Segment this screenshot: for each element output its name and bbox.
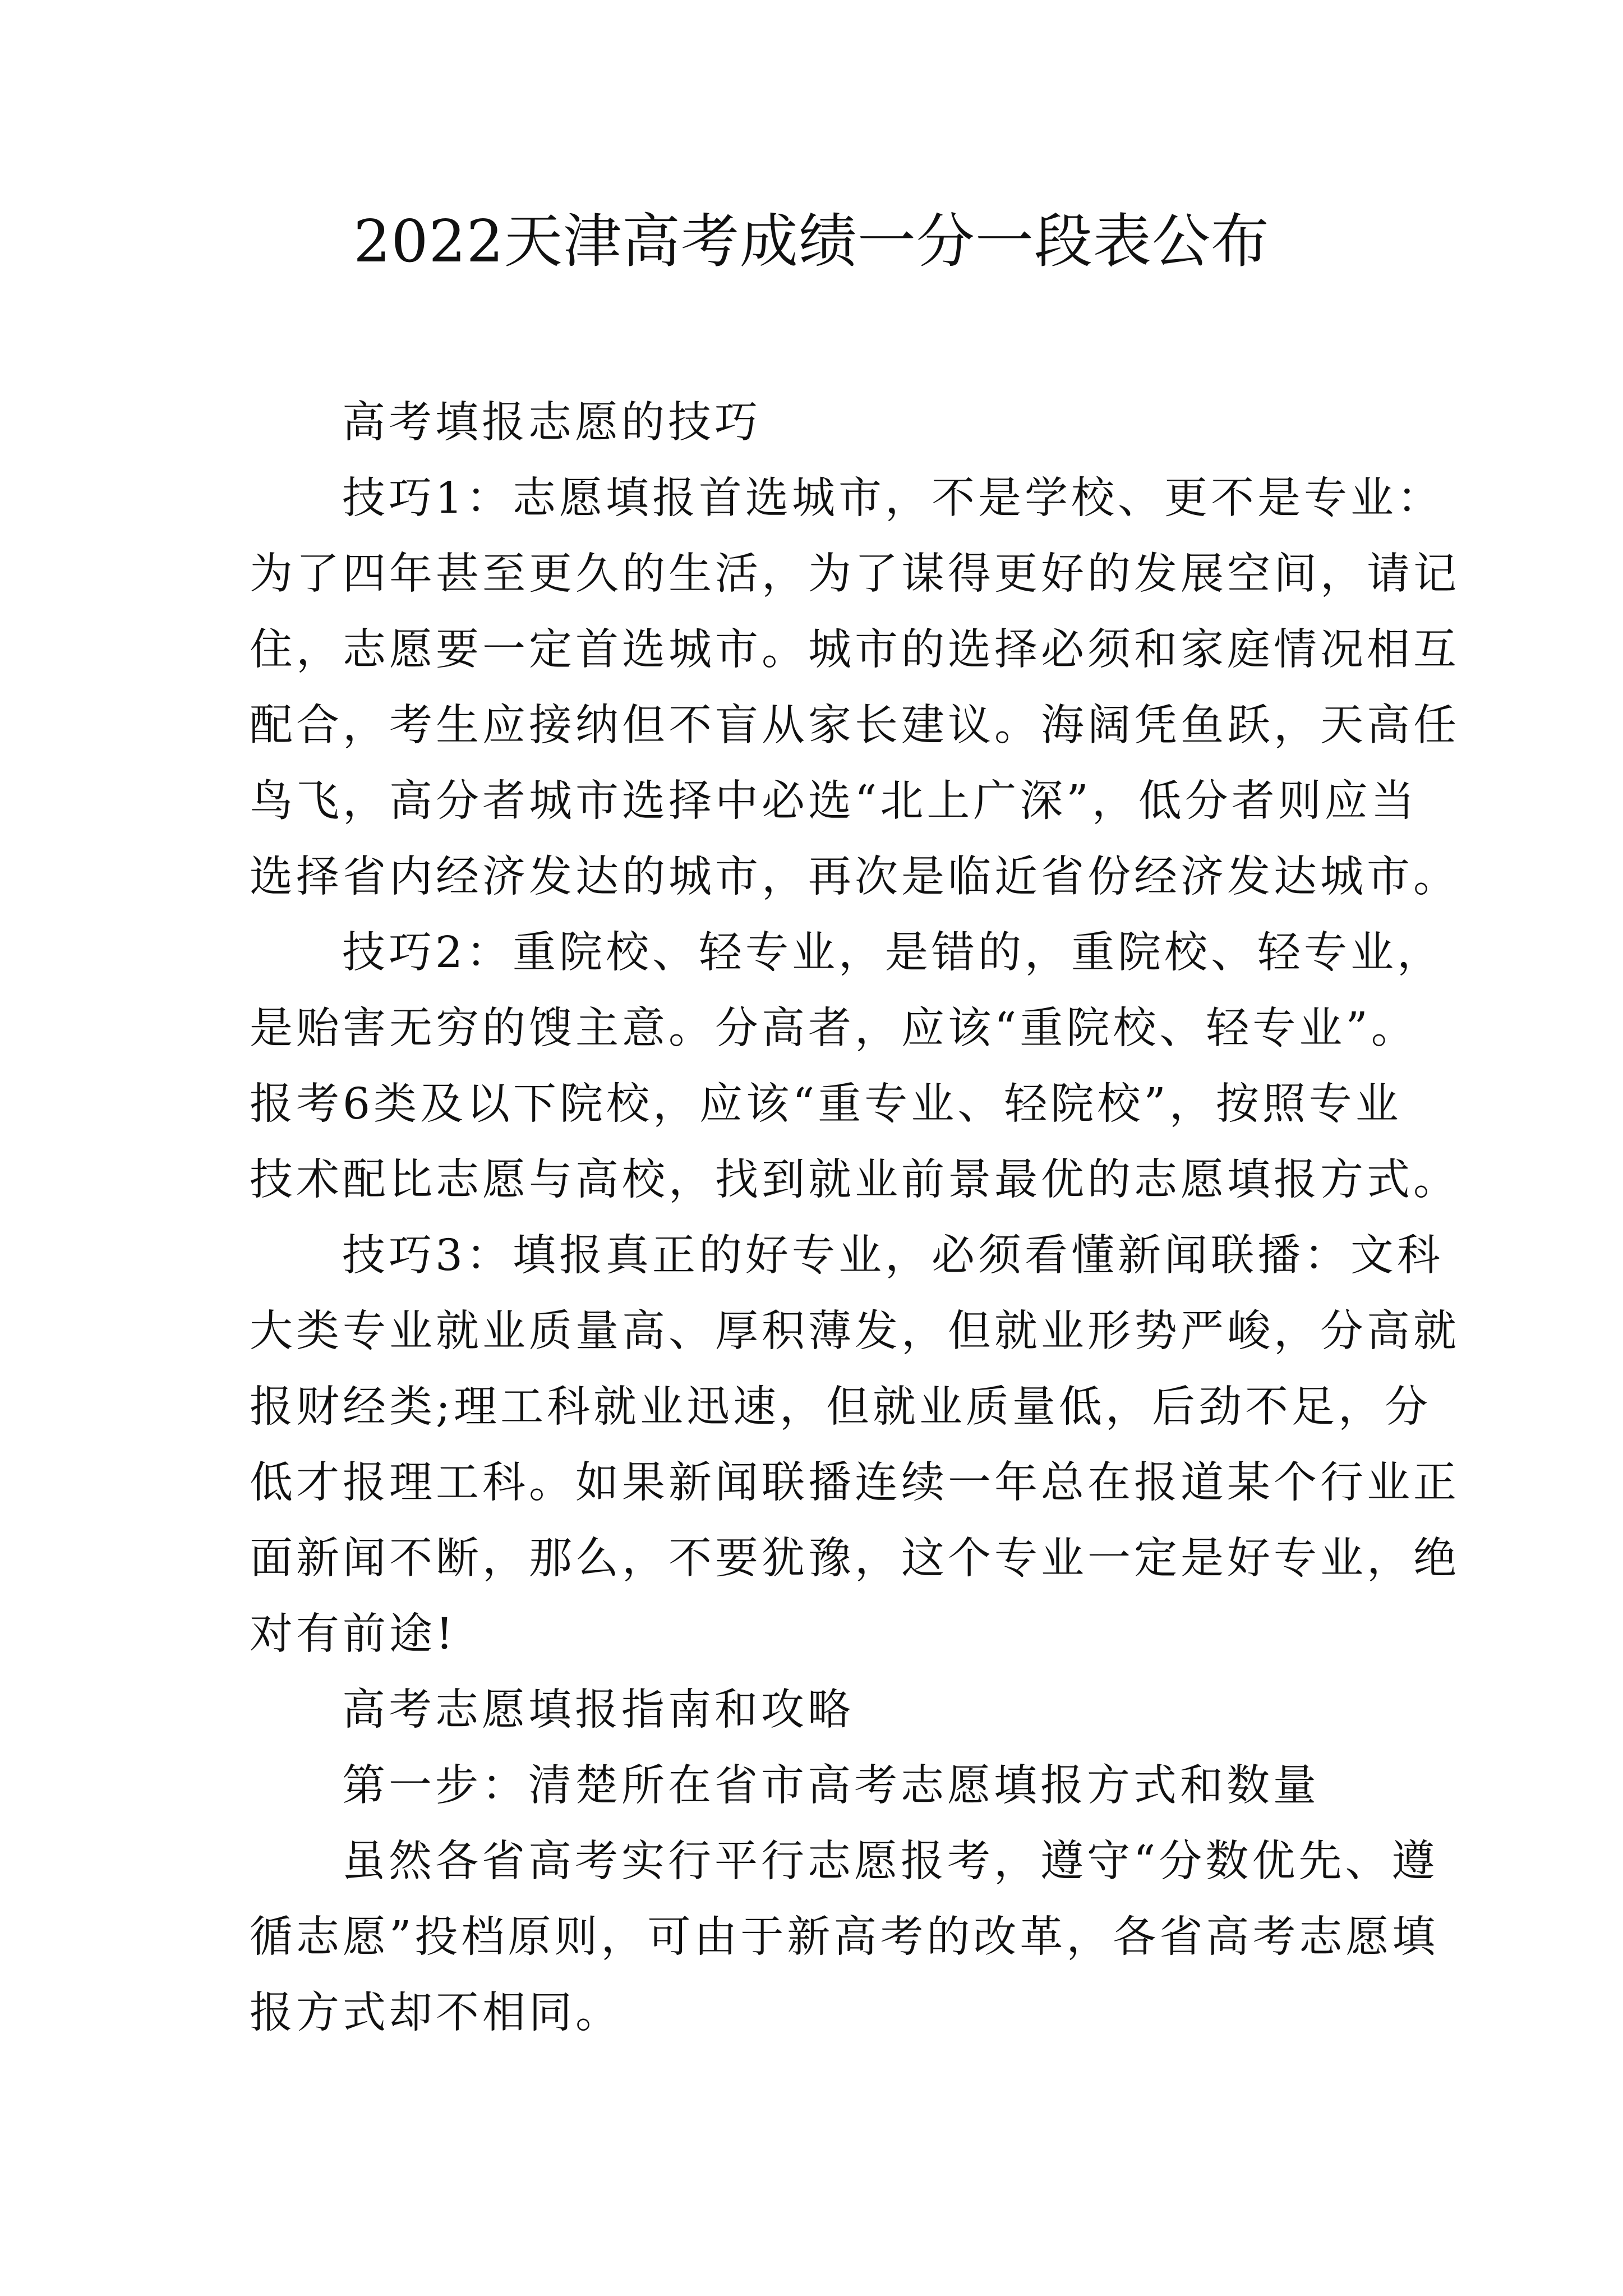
paragraph-line: 第一步：清楚所在省市高考志愿填报方式和数量	[342, 1761, 1320, 1811]
paragraph-line: 技巧1：志愿填报首选城市，不是学校、更不是专业：	[342, 473, 1444, 523]
paragraph-line: 虽然各省高考实行平行志愿报考，遵守“分数优先、遵	[342, 1837, 1438, 1887]
section-heading: 高考填报志愿的技巧	[342, 398, 761, 448]
paragraph-line: 为了四年甚至更久的生活，为了谋得更好的发展空间，请记	[250, 549, 1460, 599]
paragraph-line: 技术配比志愿与高校，找到就业前景最优的志愿填报方式。	[250, 1155, 1460, 1205]
paragraph-line: 大类专业就业质量高、厚积薄发，但就业形势严峻，分高就	[250, 1306, 1460, 1356]
document-title: 2022天津高考成绩一分一段表公布	[353, 207, 1270, 275]
paragraph-line: 报财经类;理工科就业迅速，但就业质量低，后劲不足，分	[250, 1382, 1431, 1432]
paragraph-line: 配合，考生应接纳但不盲从家长建议。海阔凭鱼跃，天高任	[250, 701, 1460, 751]
paragraph-line: 报方式却不相同。	[250, 1988, 622, 2038]
paragraph-line: 住，志愿要一定首选城市。城市的选择必须和家庭情况相互	[250, 625, 1460, 675]
paragraph-line: 技巧2：重院校、轻专业，是错的，重院校、轻专业，	[342, 928, 1444, 978]
paragraph-line: 技巧3：填报真正的好专业，必须看懂新闻联播：文科	[342, 1231, 1444, 1281]
paragraph-line: 报考6类及以下院校，应该“重专业、轻院校”，按照专业	[250, 1079, 1402, 1129]
paragraph-line: 鸟飞，高分者城市选择中必选“北上广深”，低分者则应当	[250, 776, 1418, 826]
paragraph-line: 选择省内经济发达的城市，再次是临近省份经济发达城市。	[250, 852, 1460, 902]
paragraph-line: 是贻害无穷的馊主意。分高者，应该“重院校、轻专业”。	[250, 1004, 1418, 1053]
paragraph-line: 面新闻不断，那么，不要犹豫，这个专业一定是好专业，绝	[250, 1534, 1460, 1584]
section-heading: 高考志愿填报指南和攻略	[342, 1685, 854, 1735]
paragraph-line: 对有前途!	[250, 1609, 457, 1659]
paragraph-line: 低才报理工科。如果新闻联播连续一年总在报道某个行业正	[250, 1458, 1460, 1508]
paragraph-line: 循志愿”投档原则，可由于新高考的改革，各省高考志愿填	[250, 1912, 1439, 1962]
document-body	[250, 385, 1460, 2051]
